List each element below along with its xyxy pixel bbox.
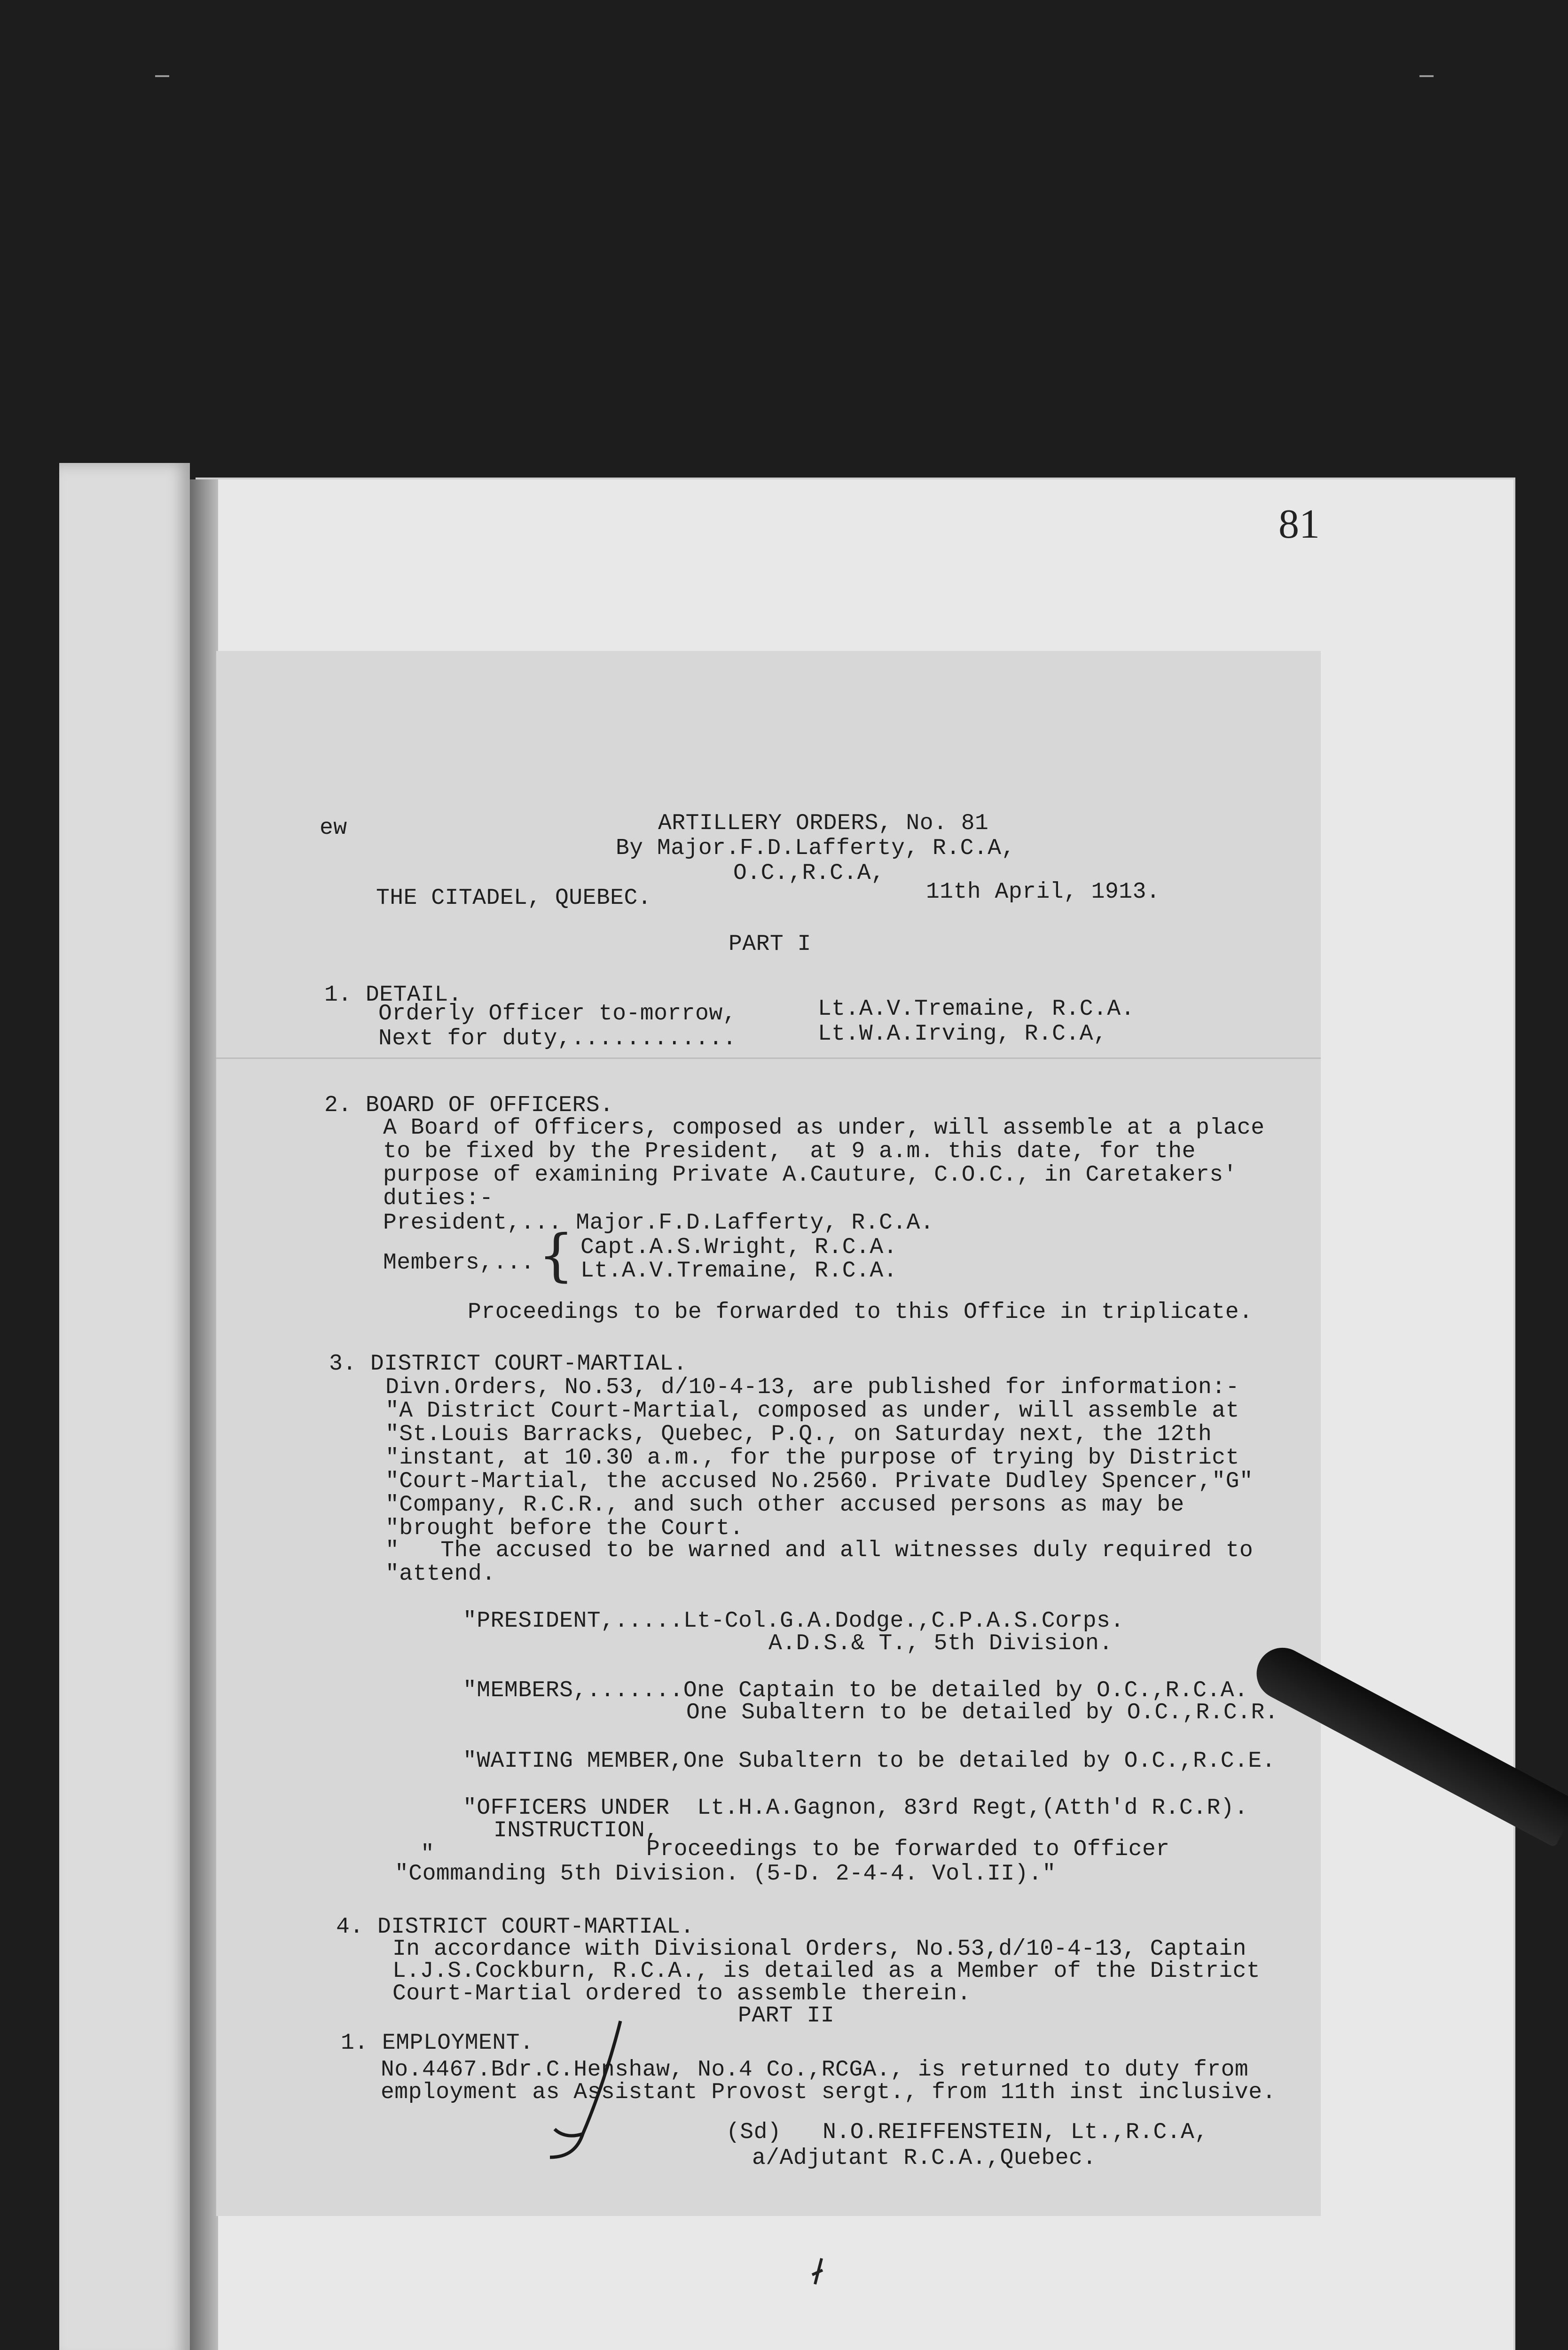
previous-page-edge — [59, 463, 190, 2350]
board-member-1: Capt.A.S.Wright, R.C.A. — [580, 1235, 898, 1260]
signature-line-2: a/Adjutant R.C.A.,Quebec. — [752, 2146, 1097, 2171]
scan-mark — [155, 75, 169, 77]
orders-location: THE CITADEL, QUEBEC. — [376, 885, 652, 911]
court-officers-instruction: "OFFICERS UNDER Lt.H.A.Gagnon, 83rd Regt,(Atth'd R.C.R). — [463, 1795, 1248, 1821]
court-martial-line-8: " The accused to be warned and all witnesses duly required to — [385, 1538, 1254, 1563]
court-martial-line-1: Divn.Orders, No.53, d/10-4-13, are published for information:- — [385, 1375, 1239, 1400]
detail-line-1-right: Lt.A.V.Tremaine, R.C.A. — [818, 996, 1135, 1022]
board-members-label: Members,... — [383, 1250, 535, 1276]
court-martial-line-9: "attend. — [385, 1561, 496, 1587]
court-proceedings: Proceedings to be forwarded to Officer — [646, 1837, 1170, 1862]
board-president: President,... Major.F.D.Lafferty, R.C.A. — [383, 1210, 934, 1236]
binding-shadow — [190, 479, 218, 2350]
court-quote-mark: " — [421, 1841, 435, 1867]
board-proceedings: Proceedings to be forwarded to this Office in triplicate. — [468, 1300, 1253, 1325]
board-line-2: to be fixed by the President, at 9 a.m. this date, for the — [383, 1139, 1196, 1164]
section-board-title: 2. BOARD OF OFFICERS. — [324, 1093, 614, 1118]
court-martial-line-2: "A District Court-Martial, composed as under, will assemble at — [385, 1398, 1239, 1424]
part-two-heading: PART II — [738, 2003, 835, 2029]
section-court-martial-2-title: 4. DISTRICT COURT-MARTIAL. — [336, 1914, 694, 1940]
court-members-2: One Subaltern to be detailed by O.C.,R.C.R. — [686, 1700, 1279, 1725]
orders-oc: O.C.,R.C.A, — [733, 861, 885, 886]
court-martial-line-7: "brought before the Court. — [385, 1516, 744, 1541]
signature-line-1: (Sd) N.O.REIFFENSTEIN, Lt.,R.C.A, — [726, 2120, 1208, 2145]
board-line-3: purpose of examining Private A.Cauture, C.O.C., in Caretakers' — [383, 1162, 1237, 1188]
court-commanding: "Commanding 5th Division. (5-D. 2-4-4. Vol.II)." — [395, 1861, 1056, 1887]
orders-date: 11th April, 1913. — [926, 879, 1160, 905]
detail-line-1-left: Orderly Officer to-morrow, — [378, 1001, 737, 1026]
employment-line-1: No.4467.Bdr.C.Henshaw, No.4 Co.,RCGA., is returned to duty from — [381, 2057, 1249, 2083]
detail-line-2-right: Lt.W.A.Irving, R.C.A, — [818, 1021, 1107, 1047]
section-employment-title: 1. EMPLOYMENT. — [341, 2030, 534, 2056]
ink-mark — [808, 2256, 827, 2289]
detail-line-2-left: Next for duty,............ — [378, 1026, 737, 1051]
court-martial-line-6: "Company, R.C.R., and such other accused persons as may be — [385, 1492, 1184, 1518]
court-waiting-member: "WAITING MEMBER,One Subaltern to be detailed by O.C.,R.C.E. — [463, 1748, 1276, 1774]
court-president: "PRESIDENT,.....Lt-Col.G.A.Dodge.,C.P.A.S.Corps. — [463, 1608, 1124, 1634]
sheet-fold-line — [216, 1058, 1321, 1059]
court-martial-line-4: "instant, at 10.30 a.m., for the purpose of trying by District — [385, 1445, 1239, 1471]
orders-title: ARTILLERY ORDERS, No. 81 — [658, 811, 989, 836]
handwritten-signature-mark — [541, 2016, 663, 2167]
part-one-heading: PART I — [729, 932, 811, 957]
section-court-martial-title: 3. DISTRICT COURT-MARTIAL. — [329, 1351, 687, 1377]
court-martial-2-line-1: In accordance with Divisional Orders, No.53,d/10-4-13, Captain — [392, 1936, 1247, 1962]
court-martial-2-line-3: Court-Martial ordered to assemble therein. — [392, 1981, 971, 2006]
page-number: 81 — [1278, 501, 1320, 547]
orders-by: By Major.F.D.Lafferty, R.C.A, — [616, 836, 1015, 861]
members-brace: { — [538, 1223, 574, 1288]
court-president-2: A.D.S.& T., 5th Division. — [768, 1631, 1113, 1656]
court-members: "MEMBERS,.......One Captain to be detailed by O.C.,R.C.A. — [463, 1678, 1248, 1703]
section-detail-title: 1. DETAIL. — [324, 982, 463, 1008]
scan-mark — [1419, 75, 1434, 77]
court-officers-instruction-2: INSTRUCTION, — [494, 1818, 659, 1843]
employment-line-2: employment as Assistant Provost sergt., from 11th inst inclusive. — [381, 2080, 1276, 2105]
board-line-4: duties:- — [383, 1186, 494, 1211]
board-line-1: A Board of Officers, composed as under, will assemble at a place — [383, 1115, 1265, 1141]
court-martial-line-5: "Court-Martial, the accused No.2560. Private Dudley Spencer,"G" — [385, 1469, 1254, 1494]
court-martial-2-line-2: L.J.S.Cockburn, R.C.A., is detailed as a Member of the District — [392, 1958, 1261, 1984]
court-martial-line-3: "St.Louis Barracks, Quebec, P.Q., on Saturday next, the 12th — [385, 1422, 1212, 1447]
board-member-2: Lt.A.V.Tremaine, R.C.A. — [580, 1258, 898, 1284]
margin-mark: ew — [320, 815, 347, 841]
